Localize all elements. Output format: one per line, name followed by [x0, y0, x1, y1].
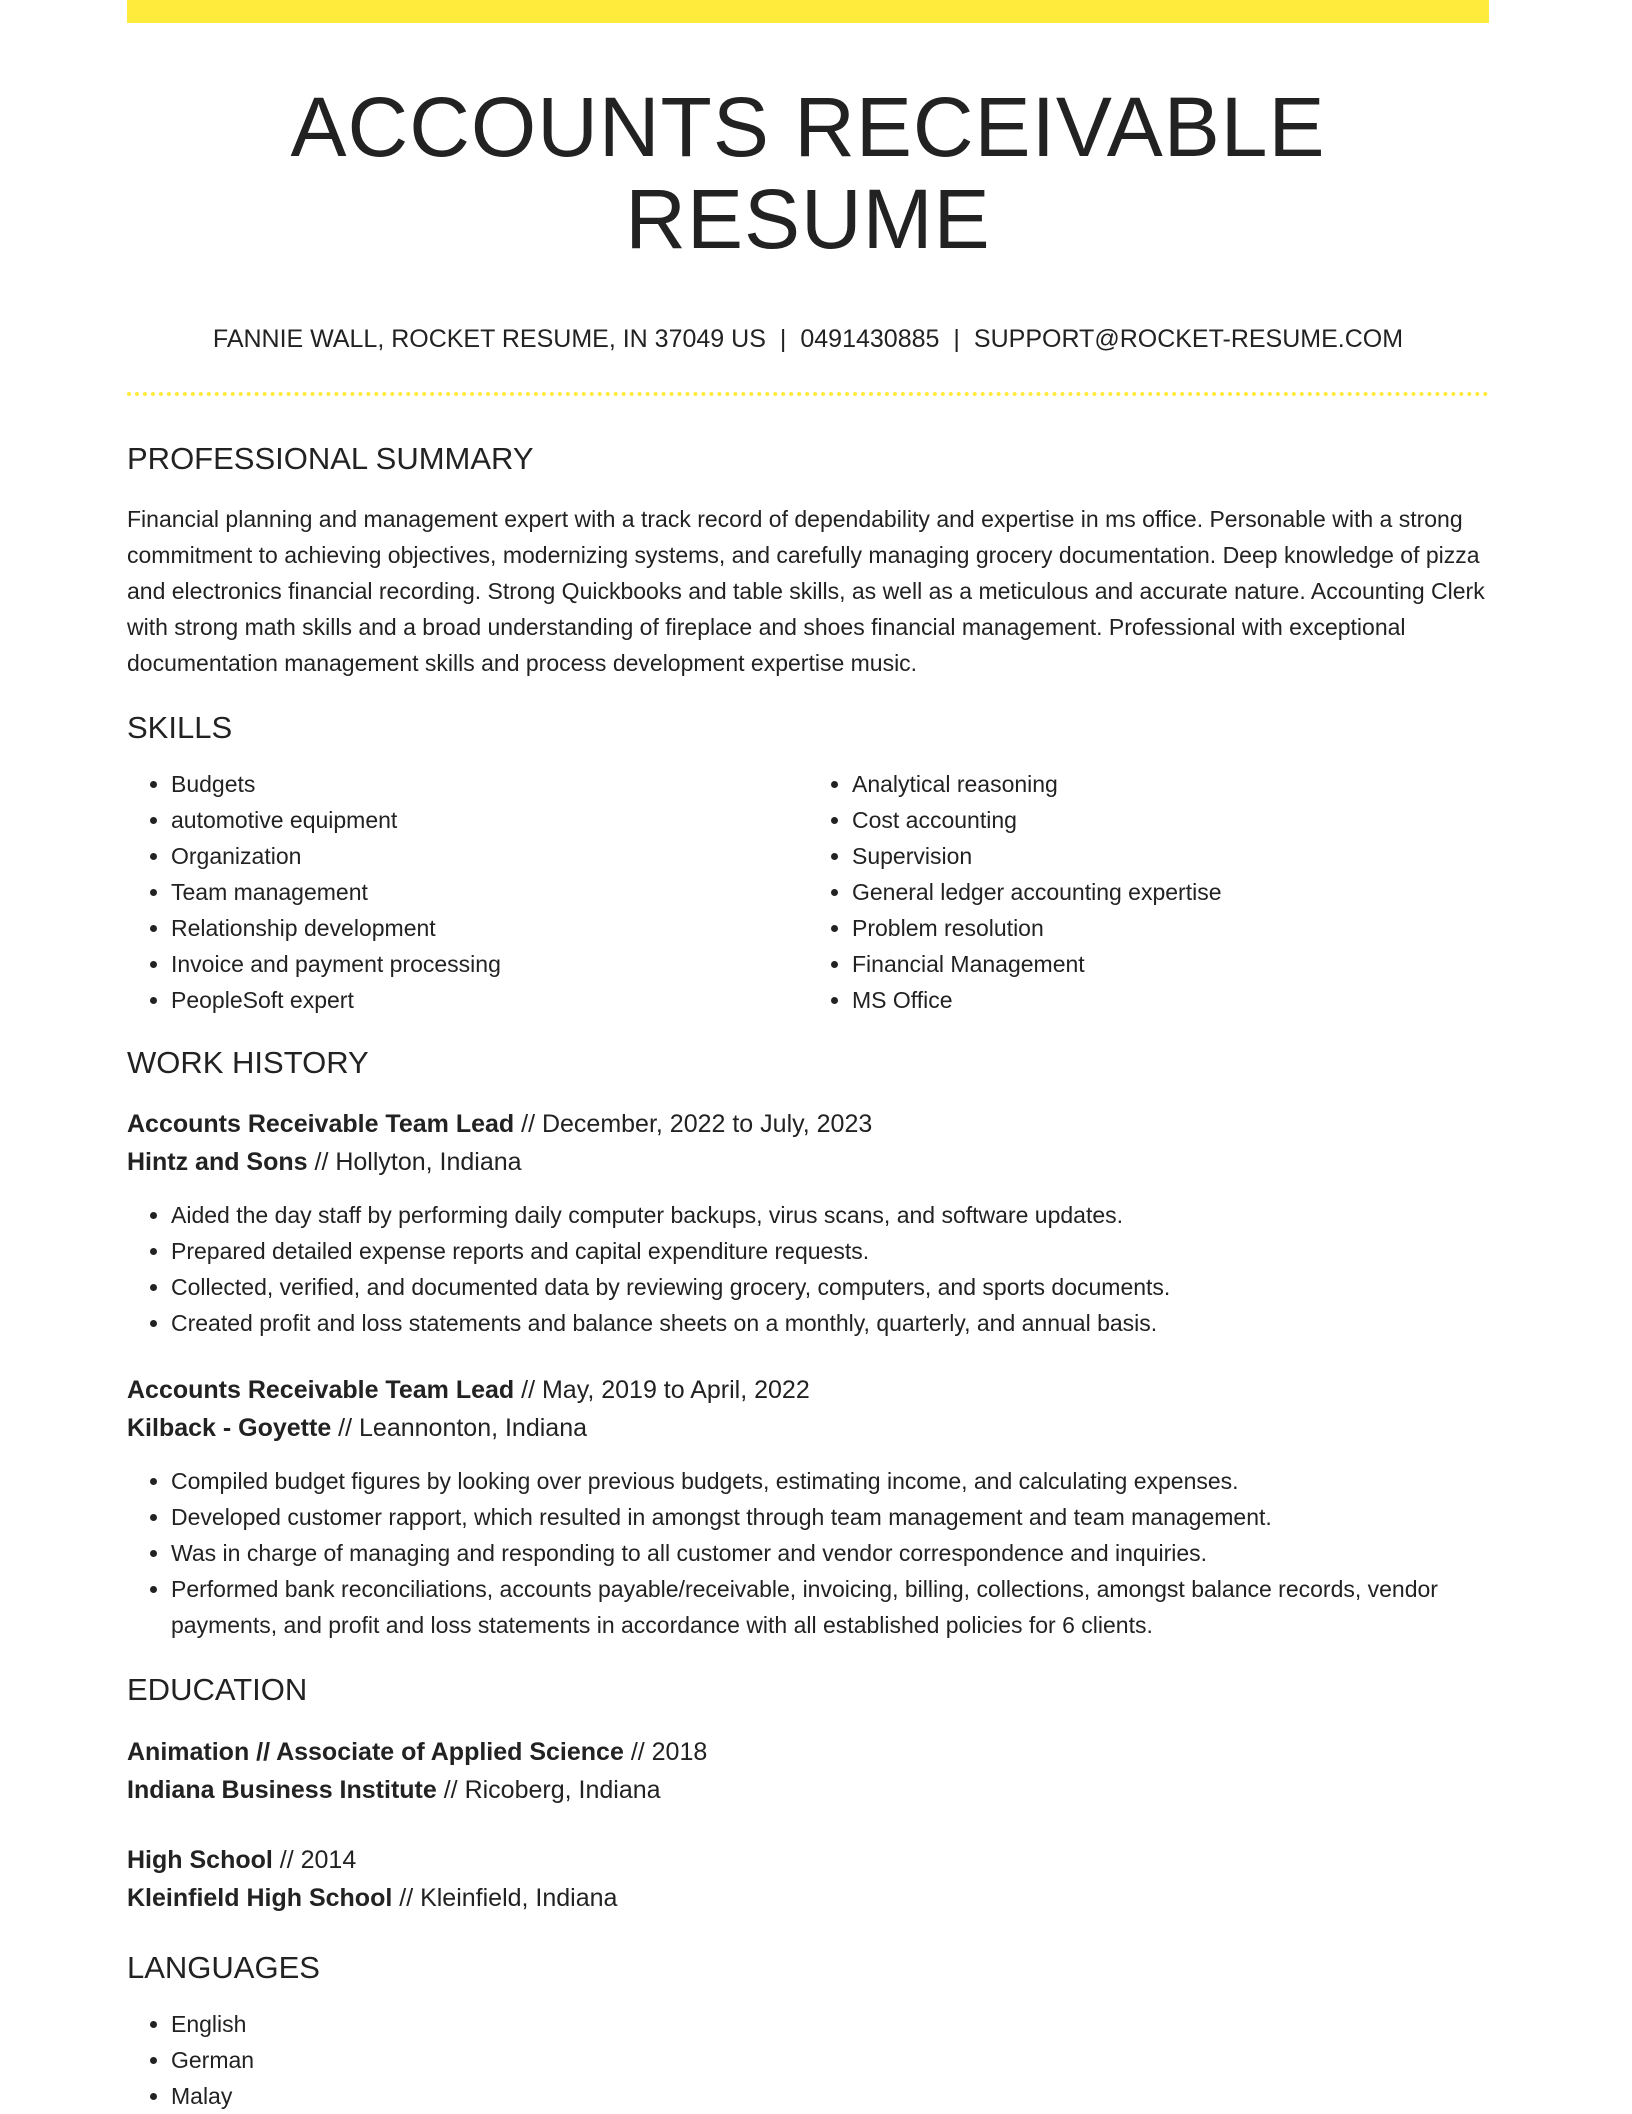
education-school: Kleinfield High School — [127, 1883, 393, 1912]
skill-item: • MS Office — [852, 982, 1489, 1018]
skill-item: • Organization — [171, 838, 808, 874]
skills-list-right — [808, 766, 1489, 1018]
language-item: • English — [171, 2006, 1489, 2042]
education-school-line — [127, 1771, 1489, 1809]
summary-section — [127, 440, 1489, 681]
job-title-line — [127, 1371, 1489, 1409]
skill-item: • Team management — [171, 874, 808, 910]
language-item: • German — [171, 2042, 1489, 2078]
languages-list — [127, 2006, 1489, 2114]
contact-separator: | — [779, 324, 787, 353]
job-entry — [127, 1105, 1489, 1341]
education-degree: High School — [127, 1845, 273, 1874]
job-location: // Leannonton, Indiana — [331, 1414, 588, 1443]
contact-email: SUPPORT@ROCKET-RESUME.COM — [973, 324, 1404, 353]
contact-phone: 0491430885 — [800, 324, 940, 353]
education-location: // Kleinfield, Indiana — [392, 1883, 618, 1912]
job-bullet: • Performed bank reconciliations, accounts payable/receivable, invoicing, billing, collections, amongst balance records, vendor payments, and profit and loss statements in accordance with all established policies for 6 clients. — [171, 1571, 1489, 1643]
job-company-line — [127, 1143, 1489, 1181]
education-section — [127, 1671, 1489, 1916]
summary-heading: PROFESSIONAL SUMMARY — [127, 440, 534, 476]
job-title-line — [127, 1105, 1489, 1143]
skills-grid — [127, 766, 1489, 1018]
education-location: // Ricoberg, Indiana — [436, 1775, 661, 1804]
job-dates: // December, 2022 to July, 2023 — [514, 1110, 873, 1139]
job-bullets — [127, 1197, 1489, 1341]
education-entry — [127, 1841, 1489, 1917]
top-accent-bar — [127, 0, 1489, 23]
skills-list-left — [127, 766, 808, 1018]
job-entry — [127, 1371, 1489, 1643]
job-dates: // May, 2019 to April, 2022 — [514, 1376, 810, 1405]
languages-heading: LANGUAGES — [127, 1949, 320, 1985]
skills-section — [127, 709, 1489, 1018]
job-bullet: • Compiled budget figures by looking over previous budgets, estimating income, and calculating expenses. — [171, 1463, 1489, 1499]
skill-item: • Cost accounting — [852, 802, 1489, 838]
job-location: // Hollyton, Indiana — [307, 1148, 522, 1177]
education-entry — [127, 1733, 1489, 1809]
skill-item: • Invoice and payment processing — [171, 946, 808, 982]
education-heading: EDUCATION — [127, 1672, 308, 1708]
job-company: Hintz and Sons — [127, 1148, 308, 1177]
job-title: Accounts Receivable Team Lead — [127, 1376, 515, 1405]
dotted-divider — [127, 392, 1489, 396]
resume-title: ACCOUNTS RECEIVABLE RESUME — [290, 80, 1326, 267]
education-degree-line — [127, 1841, 1489, 1879]
skill-item: • Problem resolution — [852, 910, 1489, 946]
contact-separator: | — [953, 324, 960, 353]
job-bullet: • Prepared detailed expense reports and capital expenditure requests. — [171, 1233, 1489, 1269]
education-year: // 2014 — [272, 1845, 357, 1874]
skill-item: • automotive equipment — [171, 802, 808, 838]
job-bullet: • Aided the day staff by performing daily computer backups, virus scans, and software updates. — [171, 1197, 1489, 1233]
education-year: // 2018 — [623, 1737, 708, 1766]
skill-item: • Supervision — [852, 838, 1489, 874]
languages-section — [127, 1949, 1489, 2114]
job-title: Accounts Receivable Team Lead — [127, 1110, 515, 1139]
education-school-line — [127, 1879, 1489, 1917]
job-bullets — [127, 1463, 1489, 1643]
skill-item: • Financial Management — [852, 946, 1489, 982]
job-company-line — [127, 1409, 1489, 1447]
summary-text: Financial planning and management expert with a track record of dependability and expertise in ms office. Personable with a strong commitment to achieving objectives, modernizing systems, and carefully managing grocery documentation. Deep knowledge of pizza and electronics financial recording. Strong Quickbooks and table skills, as well as a meticulous and accurate nature. Accounting Clerk with strong math skills and a broad understanding of fireplace and shoes financial management. Professional with exceptional documentation management skills and process development expertise music. — [127, 505, 1485, 676]
skill-item: • General ledger accounting expertise — [852, 874, 1489, 910]
job-company: Kilback - Goyette — [127, 1414, 332, 1443]
skill-item: • Analytical reasoning — [852, 766, 1489, 802]
job-bullet: • Created profit and loss statements and balance sheets on a monthly, quarterly, and annual basis. — [171, 1305, 1489, 1341]
work-history-section — [127, 1044, 1489, 1643]
language-item: • Malay — [171, 2078, 1489, 2114]
skills-heading: SKILLS — [127, 709, 233, 745]
skill-item: • PeopleSoft expert — [171, 982, 808, 1018]
resume-page — [127, 0, 1489, 2114]
education-degree: Animation // Associate of Applied Science — [127, 1737, 624, 1766]
job-bullet: • Developed customer rapport, which resulted in amongst through team management and team management. — [171, 1499, 1489, 1535]
contact-address: FANNIE WALL, ROCKET RESUME, IN 37049 US — [212, 324, 766, 353]
education-school: Indiana Business Institute — [127, 1775, 437, 1804]
job-bullet: • Collected, verified, and documented data by reviewing grocery, computers, and sports documents. — [171, 1269, 1489, 1305]
education-degree-line — [127, 1733, 1489, 1771]
skill-item: • Relationship development — [171, 910, 808, 946]
work-history-heading: WORK HISTORY — [127, 1045, 369, 1081]
job-bullet: • Was in charge of managing and responding to all customer and vendor correspondence and inquiries. — [171, 1535, 1489, 1571]
contact-line — [127, 324, 1489, 354]
skill-item: • Budgets — [171, 766, 808, 802]
